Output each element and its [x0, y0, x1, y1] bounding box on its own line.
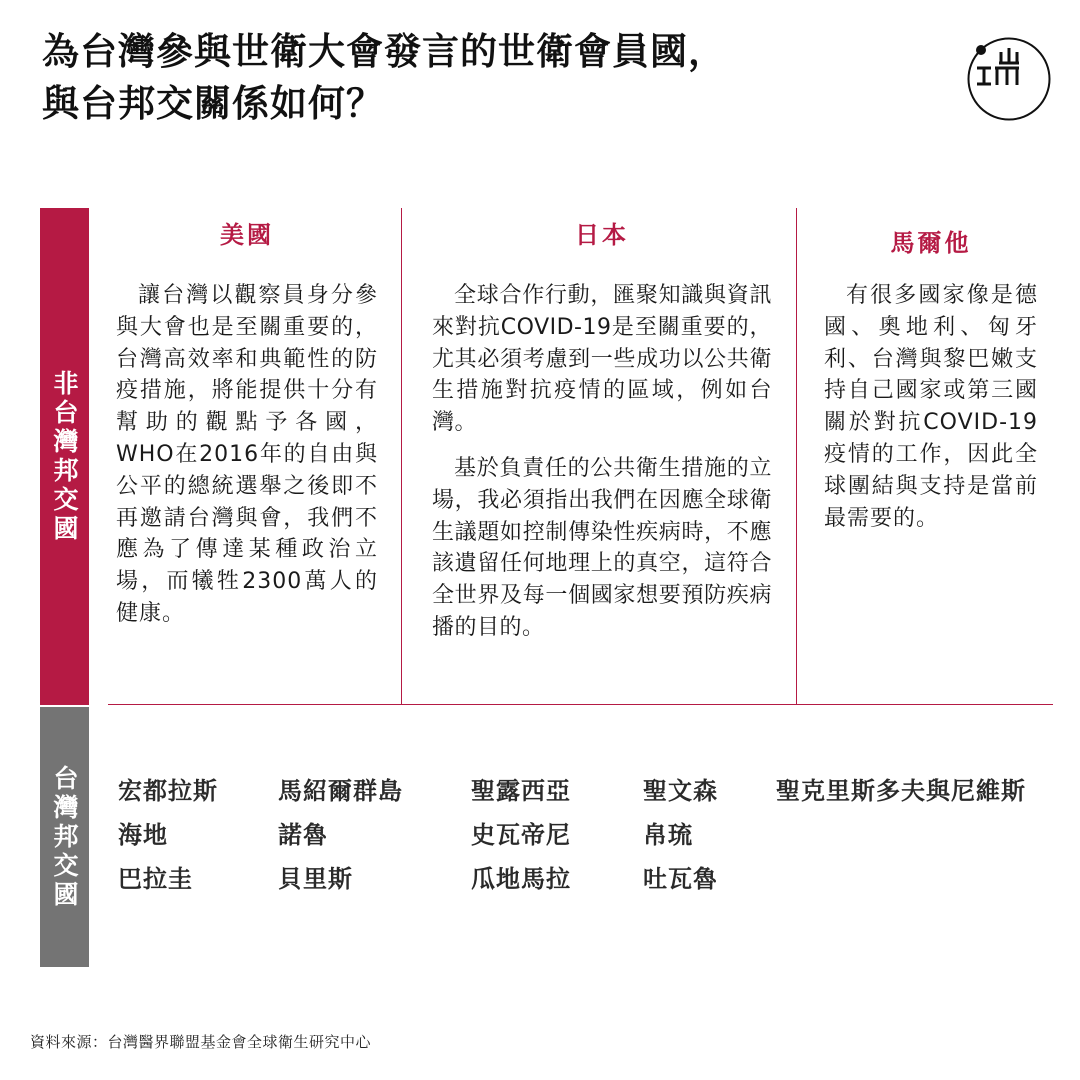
- source-note: 資料來源：台灣醫界聯盟基金會全球衛生研究中心: [30, 1033, 372, 1051]
- ally-country: 海地: [118, 821, 168, 849]
- ally-country: 巴拉圭: [118, 865, 193, 893]
- non-allies-band: [40, 208, 89, 705]
- ally-country: 史瓦帝尼: [471, 821, 571, 849]
- ally-country: 宏都拉斯: [118, 777, 218, 805]
- title-line-1: 為台灣參與世衛大會發言的世衛會員國，: [42, 30, 726, 73]
- statement-paragraph: 有很多國家像是德國、奧地利、匈牙利、台灣與黎巴嫩支持自己國家或第三國關於對抗COVID-19疫情的工作，因此全球團結與支持是當前最需要的。: [824, 283, 1038, 531]
- statement-paragraph: 讓台灣以觀察員身分參與大會也是至關重要的，台灣高效率和典範性的防疫措施，將能提供十分有幫助的觀點予各國，WHO在2016年的自由與公平的總統選舉之後即不再邀請台灣與會，我們不應為了傳達某種政治立場，而犧牲2300萬人的健康。: [116, 283, 378, 626]
- statement-paragraph: 基於負責任的公共衛生措施的立場，我必須指出我們在因應全球衛生議題如控制傳染性疾病時，不應該遺留任何地理上的真空，這符合全世界及每一個國家想要預防疾病播的目的。: [432, 455, 772, 640]
- statement-paragraph: 全球合作行動，匯聚知識與資訊來對抗COVID-19是至關重要的，尤其必須考慮到一些成功以公共衛生措施對抗疫情的區域，例如台灣。: [432, 283, 772, 436]
- ally-country: 貝里斯: [278, 865, 353, 893]
- title-line-2: 與台邦交關係如何？: [42, 82, 384, 125]
- country-heading-malta: 馬爾他: [890, 229, 972, 257]
- ally-country: 聖克里斯多夫與尼維斯: [776, 777, 1026, 805]
- ally-country: 吐瓦魯: [643, 865, 718, 893]
- ally-country: 聖文森: [643, 777, 718, 805]
- country-heading-japan: 日本: [575, 221, 629, 249]
- column-japan: [432, 208, 772, 658]
- ally-country: 瓜地馬拉: [471, 865, 571, 893]
- ally-country: 聖露西亞: [471, 777, 571, 805]
- section-divider: [108, 704, 1053, 705]
- ally-country: 帛琉: [643, 821, 693, 849]
- allies-label: 台灣邦交國: [50, 764, 79, 910]
- country-heading-usa: 美國: [220, 221, 274, 249]
- allies-band: [40, 707, 89, 967]
- column-usa: [116, 208, 378, 644]
- ally-country: 馬紹爾群島: [278, 777, 403, 805]
- column-divider: [401, 208, 402, 704]
- ally-country: 諾魯: [278, 821, 328, 849]
- logo-icon: [967, 37, 1051, 121]
- non-allies-label: 非台灣邦交國: [50, 369, 79, 544]
- page-title: [42, 26, 726, 130]
- column-malta: [824, 208, 1038, 548]
- column-divider: [796, 208, 797, 704]
